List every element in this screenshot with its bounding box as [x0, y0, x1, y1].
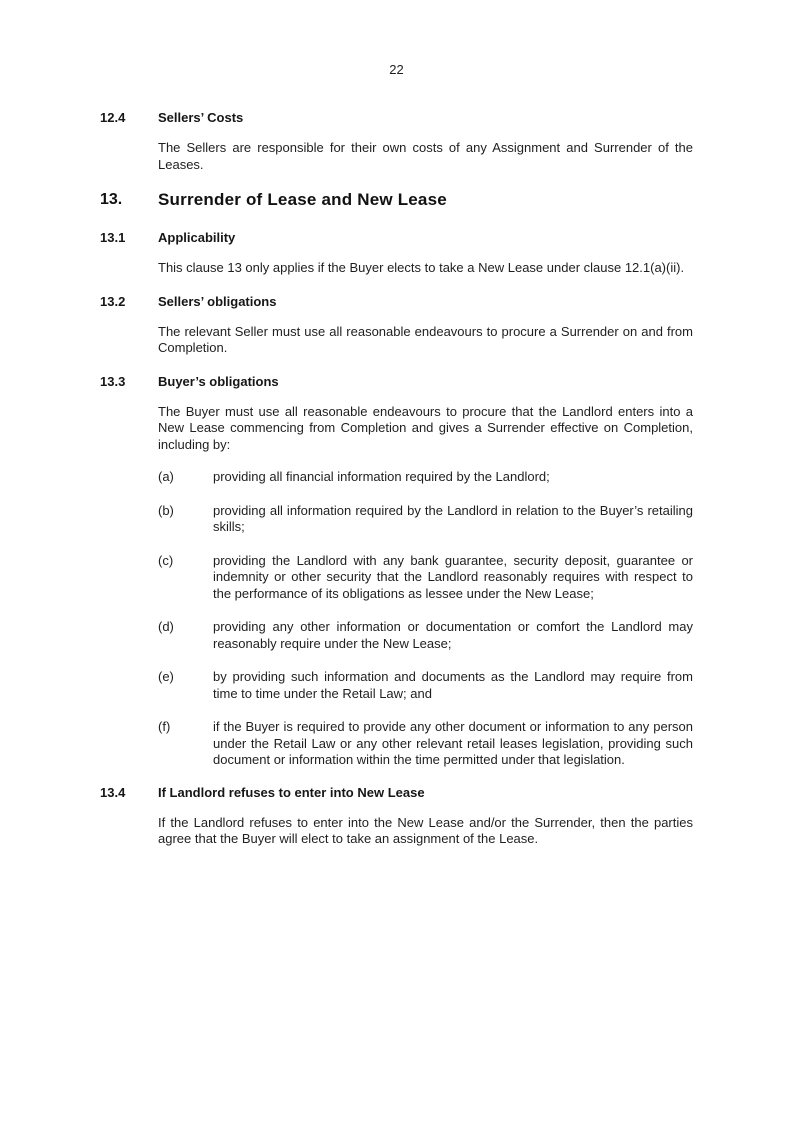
paragraph	[100, 815, 693, 848]
clause-heading-13-4	[100, 784, 693, 801]
section-title: Surrender of Lease and New Lease	[158, 190, 447, 209]
paragraph	[100, 140, 693, 173]
clause-heading-13-2	[100, 293, 693, 310]
document-body	[100, 109, 693, 848]
list-item-f	[100, 719, 693, 769]
list-item-label: (f)	[158, 719, 171, 734]
paragraph-text: The Sellers are responsible for their own costs of any Assignment and Surrender of the Leases.	[158, 140, 693, 172]
paragraph	[100, 260, 693, 277]
clause-number: 13.4	[100, 784, 126, 800]
list-item-label: (a)	[158, 469, 174, 484]
paragraph-text: The Buyer must use all reasonable endeavours to procure that the Landlord enters into a New Lease commencing from Completion and gives a Surrender effective on Completion, including by:	[158, 403, 693, 452]
list-item-text: by providing such information and documents as the Landlord may require from time to time under the Retail Law; and	[213, 669, 693, 701]
clause-number: 13.2	[100, 293, 126, 309]
clause-heading-12-4	[100, 109, 693, 126]
section-heading-13	[100, 189, 693, 210]
clause-title: Buyer’s obligations	[158, 373, 279, 389]
clause-number: 12.4	[100, 110, 126, 125]
clause-number: 13.1	[100, 230, 126, 245]
list-item-text: if the Buyer is required to provide any other document or information to any person under the Retail Law or any other relevant retail leases legislation, providing such document or information within the time permitted under that legislation.	[213, 719, 693, 767]
clause-number: 13.3	[100, 373, 126, 389]
list-item-label: (b)	[158, 502, 174, 518]
list-item-label: (e)	[158, 669, 174, 684]
paragraph	[100, 324, 693, 357]
list-item-a	[100, 469, 693, 486]
list-item-e	[100, 669, 693, 702]
clause-heading-13-1	[100, 229, 693, 246]
clause-title: Applicability	[158, 230, 236, 245]
paragraph-text: The relevant Seller must use all reasonable endeavours to procure a Surrender on and from Completion.	[158, 323, 693, 355]
list-item-text: providing any other information or documentation or comfort the Landlord may reasonably require under the New Lease;	[213, 619, 693, 651]
page-number: 22	[389, 62, 404, 77]
list-item-d	[100, 619, 693, 652]
list-item-text: providing all information required by the Landlord in relation to the Buyer’s retailing skills;	[213, 502, 693, 534]
list-item-b	[100, 503, 693, 536]
paragraph-text: This clause 13 only applies if the Buyer elects to take a New Lease under clause 12.1(a)(ii).	[158, 260, 685, 275]
clause-title: Sellers’ Costs	[158, 110, 244, 125]
list-item-text: providing the Landlord with any bank guarantee, security deposit, guarantee or indemnity or other security that the Landlord reasonably requires with respect to the performance of its obligations as lessee under the New Lease;	[213, 552, 693, 601]
list-item-label: (c)	[158, 552, 174, 568]
list-item-label: (d)	[158, 619, 174, 634]
paragraph-text: If the Landlord refuses to enter into the New Lease and/or the Surrender, then the parties agree that the Buyer will elect to take an assignment of the Lease.	[158, 814, 693, 846]
clause-heading-13-3	[100, 373, 693, 390]
section-number: 13.	[100, 191, 123, 208]
list-item-c	[100, 553, 693, 603]
paragraph	[100, 404, 693, 454]
clause-title: If Landlord refuses to enter into New Lease	[158, 784, 425, 800]
clause-title: Sellers’ obligations	[158, 293, 277, 309]
list-item-text: providing all financial information required by the Landlord;	[213, 469, 550, 484]
